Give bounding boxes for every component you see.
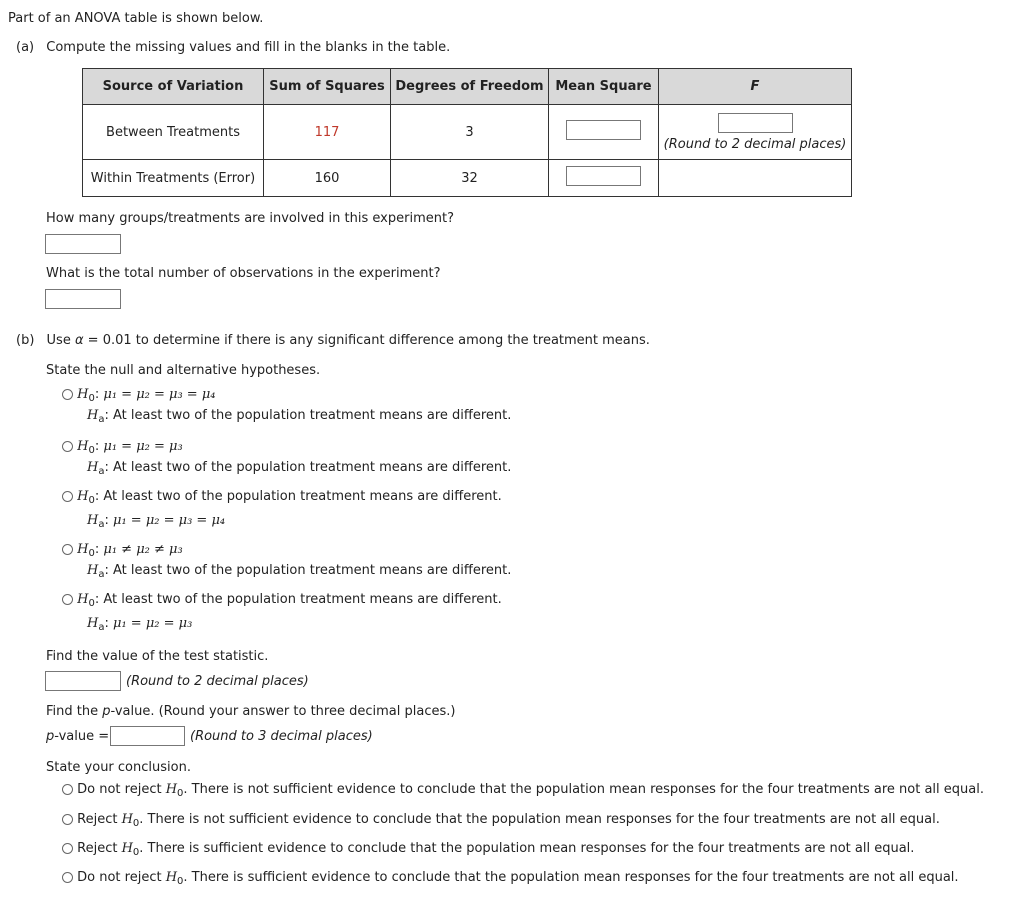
hypothesis-option-4[interactable]: $H_0$: μ₁ ≠ μ₂ ≠ μ₃	[62, 542, 183, 557]
row-source: Within Treatments (Error)	[83, 160, 264, 197]
ha-text: At least two of the population treatment means are different.	[113, 460, 512, 475]
h0-text: At least two of the population treatment means are different.	[103, 489, 502, 504]
radio-button[interactable]	[62, 389, 73, 400]
ha-symbol: H	[87, 408, 99, 423]
conclusion-prompt: State your conclusion.	[46, 760, 191, 775]
ha-symbol: H	[87, 563, 99, 578]
hypothesis-option-2[interactable]: $H_0$: μ₁ = μ₂ = μ₃	[62, 439, 183, 454]
groups-input[interactable]	[45, 234, 121, 254]
h0-symbol: H	[77, 542, 89, 557]
h0-symbol: H	[121, 812, 133, 827]
part-a-label	[16, 40, 450, 55]
ha-sub: a	[98, 519, 105, 530]
f-cell	[659, 105, 852, 160]
part-b-marker: (b)	[16, 333, 35, 348]
radio-button[interactable]	[62, 814, 73, 825]
row-ss: 117	[264, 105, 391, 160]
header-source: Source of Variation	[83, 69, 264, 105]
ha-sub: a	[98, 622, 105, 633]
ms-between-input[interactable]	[566, 120, 641, 140]
anova-table	[82, 68, 852, 197]
pvalue-label-prefix: Find the	[46, 704, 103, 719]
test-stat-label: Find the value of the test statistic.	[46, 649, 269, 664]
conclusion-lead: Reject	[77, 841, 122, 856]
h0-sub: 0	[88, 495, 95, 506]
header-ms: Mean Square	[549, 69, 659, 105]
h0-symbol: H	[77, 489, 89, 504]
f-empty-cell	[659, 160, 852, 197]
ha-line-2: $H_a$: At least two of the population treatment means are different.	[87, 460, 512, 477]
table-row	[83, 105, 852, 160]
conclusion-text: . There is not sufficient evidence to conclude that the population mean responses for the four treatments are not all equal.	[183, 782, 984, 797]
conclusion-lead: Do not reject	[77, 870, 166, 885]
pvalue-field-text: -value =	[54, 729, 110, 744]
pvalue-field-p: p	[46, 729, 55, 744]
conclusion-text: . There is not sufficient evidence to conclude that the population mean responses for the four treatments are not all equal.	[139, 812, 940, 827]
pvalue-input[interactable]	[110, 726, 185, 746]
ha-line-3: $H_a$: μ₁ = μ₂ = μ₃ = μ₄	[87, 513, 226, 530]
ha-symbol: H	[87, 460, 99, 475]
ha-line-4: $H_a$: At least two of the population treatment means are different.	[87, 563, 512, 580]
h0-sub: 0	[88, 393, 95, 404]
row-df: 3	[391, 105, 549, 160]
h0-text: At least two of the population treatment means are different.	[103, 592, 502, 607]
intro-text: Part of an ANOVA table is shown below.	[8, 11, 264, 26]
pvalue-hint: (Round to 3 decimal places)	[190, 729, 373, 744]
test-stat-input[interactable]	[45, 671, 121, 691]
ha-sub: a	[98, 414, 105, 425]
f-input[interactable]	[718, 113, 793, 133]
hypothesis-option-5[interactable]: $H_0$: At least two of the population treatment means are different.	[62, 592, 502, 607]
pvalue-label-suffix: -value. (Round your answer to three decimal places.)	[110, 704, 456, 719]
part-b-label	[16, 333, 650, 348]
ha-expression: μ₁ = μ₂ = μ₃	[113, 616, 193, 631]
h0-sub: 0	[88, 445, 95, 456]
ms-between-cell	[549, 105, 659, 160]
conclusion-text: . There is sufficient evidence to conclude that the population mean responses for the four treatments are not all equal.	[183, 870, 959, 885]
test-stat-hint: (Round to 2 decimal places)	[126, 674, 309, 689]
ha-line-5: $H_a$: μ₁ = μ₂ = μ₃	[87, 616, 193, 633]
h0-symbol: H	[77, 592, 89, 607]
conclusion-text: . There is sufficient evidence to conclude that the population mean responses for the four treatments are not all equal.	[139, 841, 915, 856]
radio-button[interactable]	[62, 843, 73, 854]
ms-within-input[interactable]	[566, 166, 641, 186]
radio-button[interactable]	[62, 594, 73, 605]
header-f: F	[659, 69, 852, 105]
ha-text: At least two of the population treatment means are different.	[113, 408, 512, 423]
pvalue-label-p: p	[102, 704, 111, 719]
ha-sub: a	[98, 466, 105, 477]
h0-symbol: H	[165, 870, 178, 885]
h0-symbol: H	[165, 782, 178, 797]
hypotheses-prompt: State the null and alternative hypotheses.	[46, 363, 321, 378]
part-a-marker: (a)	[16, 40, 35, 55]
ha-sub: a	[98, 569, 105, 580]
ha-symbol: H	[87, 513, 99, 528]
radio-button[interactable]	[62, 872, 73, 883]
h0-expression: μ₁ ≠ μ₂ ≠ μ₃	[103, 542, 183, 557]
h0-sub: 0	[177, 788, 184, 799]
h0-sub: 0	[88, 598, 95, 609]
radio-button[interactable]	[62, 544, 73, 555]
part-b-prefix: Use	[46, 333, 75, 348]
radio-button[interactable]	[62, 784, 73, 795]
ha-expression: μ₁ = μ₂ = μ₃ = μ₄	[113, 513, 226, 528]
ha-line-1: $H_a$: At least two of the population treatment means are different.	[87, 408, 512, 425]
header-df: Degrees of Freedom	[391, 69, 549, 105]
conclusion-option-1[interactable]	[62, 782, 984, 797]
h0-expression: μ₁ = μ₂ = μ₃	[103, 439, 183, 454]
conclusion-lead: Reject	[77, 812, 122, 827]
h0-symbol: H	[77, 387, 89, 402]
row-source: Between Treatments	[83, 105, 264, 160]
conclusion-option-3[interactable]	[62, 841, 914, 856]
h0-sub: 0	[88, 548, 95, 559]
ha-symbol: H	[87, 616, 99, 631]
h0-expression: μ₁ = μ₂ = μ₃ = μ₄	[103, 387, 216, 402]
pvalue-field-label	[46, 729, 109, 744]
row-df: 32	[391, 160, 549, 197]
header-ss: Sum of Squares	[264, 69, 391, 105]
h0-symbol: H	[121, 841, 133, 856]
radio-button[interactable]	[62, 491, 73, 502]
ms-within-cell	[549, 160, 659, 197]
table-row	[83, 160, 852, 197]
q-total: What is the total number of observations in the experiment?	[46, 266, 441, 281]
conclusion-option-2[interactable]	[62, 812, 940, 827]
q-groups: How many groups/treatments are involved in this experiment?	[46, 211, 454, 226]
h0-sub: 0	[177, 876, 184, 887]
pvalue-label	[46, 704, 455, 719]
hypothesis-option-1[interactable]: $H_0$: μ₁ = μ₂ = μ₃ = μ₄	[62, 387, 216, 402]
h0-sub: 0	[132, 847, 140, 858]
alpha-symbol: α	[74, 333, 84, 348]
conclusion-option-4[interactable]	[62, 870, 959, 885]
part-a-instruction: Compute the missing values and fill in the blanks in the table.	[46, 40, 451, 55]
f-round-hint: (Round to 2 decimal places)	[663, 136, 847, 152]
hypothesis-option-3[interactable]: $H_0$: At least two of the population treatment means are different.	[62, 489, 502, 504]
h0-sub: 0	[132, 818, 140, 829]
radio-button[interactable]	[62, 441, 73, 452]
row-ss: 160	[264, 160, 391, 197]
ha-text: At least two of the population treatment means are different.	[113, 563, 512, 578]
total-obs-input[interactable]	[45, 289, 121, 309]
conclusion-lead: Do not reject	[77, 782, 166, 797]
part-b-suffix: = 0.01 to determine if there is any significant difference among the treatment means.	[83, 333, 650, 348]
h0-symbol: H	[77, 439, 89, 454]
